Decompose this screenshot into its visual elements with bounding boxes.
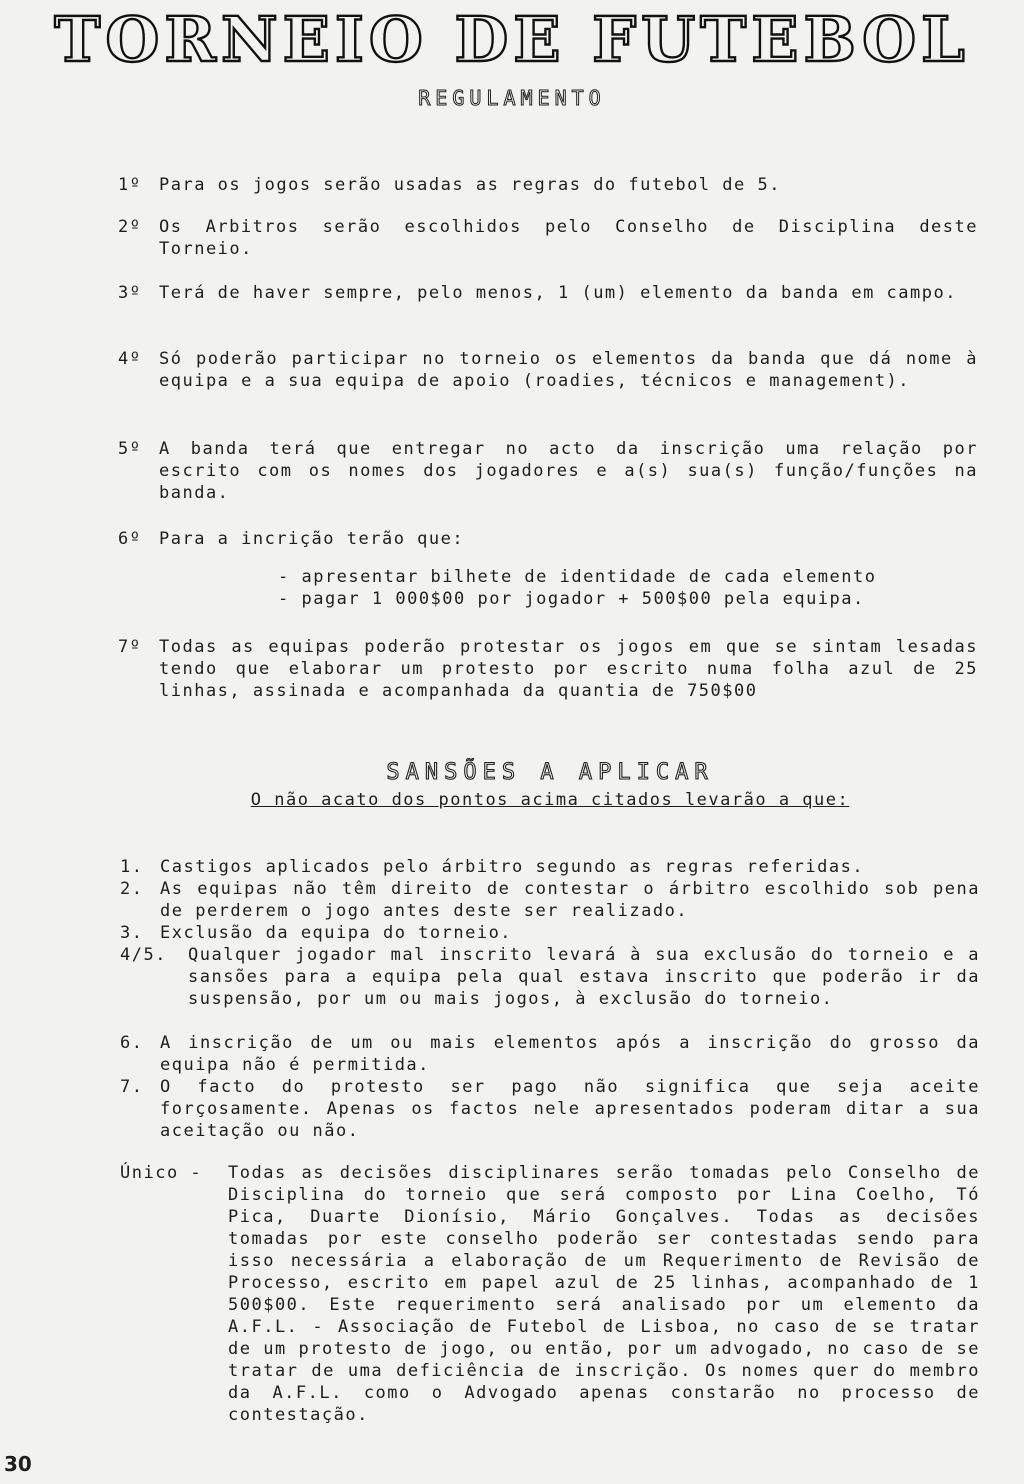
requirement-item: - pagar 1 000$00 por jogador + 500$00 pela equipa. — [278, 589, 865, 609]
sanction-text: As equipas não têm direito de contestar o árbitro escolhido sob pena de perderem o jogo antes deste ser realizado. — [160, 879, 980, 921]
sanction-6 — [120, 1032, 980, 1076]
sanction-text: Qualquer jogador mal inscrito levará à sua exclusão do torneio e a sansões para a equipa pela qual estava inscrito que poderão ir da suspensão, por um ou mais jogos, à exclusão do torneio. — [188, 945, 980, 1009]
rule-2 — [118, 216, 978, 260]
rule-text: A banda terá que entregar no acto da inscrição uma relação por escrito com os nomes dos jogadores e a(s) sua(s) função/funções na banda. — [159, 439, 978, 503]
sanction-number: 1. — [120, 857, 144, 877]
sanction-text: O facto do protesto ser pago não significa que seja aceite forçosamente. Apenas os factos nele apresentados poderam ditar a sua aceitação ou não. — [160, 1077, 980, 1141]
sanction-number: 2. — [120, 879, 144, 899]
page-title-text: TORNEIO DE FUTEBOL — [54, 3, 970, 76]
page-subtitle: REGULAMENTO — [418, 86, 606, 110]
rule-text: Todas as equipas poderão protestar os jogos em que se sintam lesadas tendo que elaborar um protesto por escrito numa folha azul de 25 linhas, assinada e acompanhada da quantia de 750$00 — [159, 637, 978, 701]
rule-number: 5º — [118, 439, 142, 459]
sanction-number: 6. — [120, 1033, 144, 1053]
sanction-2 — [120, 878, 980, 922]
sanctions-title: SANSÕES A APLICAR — [386, 760, 714, 785]
rule-number: 1º — [118, 175, 142, 195]
requirement-item: - apresentar bilhete de identidade de cada elemento — [278, 567, 877, 587]
page-number: 30 — [4, 1452, 32, 1476]
rule-text: Só poderão participar no torneio os elementos da banda que dá nome à equipa e a sua equipa de apoio (roadies, técnicos e management). — [159, 349, 978, 391]
rule-3 — [118, 282, 978, 304]
sanction-text: A inscrição de um ou mais elementos após a inscrição do grosso da equipa não é permitida. — [160, 1033, 980, 1075]
rule-number: 6º — [118, 529, 142, 549]
unico-clause — [120, 1162, 980, 1426]
rule-number: 3º — [118, 283, 142, 303]
sanction-text: Exclusão da equipa do torneio. — [160, 923, 513, 943]
rule-text: Os Arbitros serão escolhidos pelo Conselho de Disciplina deste Torneio. — [159, 217, 978, 259]
rule-6 — [118, 528, 978, 550]
sanction-1 — [120, 856, 980, 878]
sanction-number: 3. — [120, 923, 144, 943]
sanction-7 — [120, 1076, 980, 1142]
rule-7 — [118, 636, 978, 702]
unico-text: Todas as decisões disciplinares serão tomadas pelo Conselho de Disciplina do torneio que será composto por Lina Coelho, Tó Pica, Duarte Dionísio, Mário Gonçalves. Todas as decisões tomadas por este conselho poderão ser contestadas sendo para isso necessária a elaboração de um Requerimento de Revisão de Processo, escrito em papel azul de 25 linhas, acompanhado de 1 500$00. Este requerimento será analisado por um elemento da A.F.L. - Associação de Futebol de Lisboa, no caso de se tratar de um protesto de jogo, ou então, por um advogado, no caso de se tratar de uma deficiência de inscrição. Os nomes quer do membro da A.F.L. como o Advogado apenas constarão no processo de contestação. — [228, 1163, 980, 1425]
sanction-3 — [120, 922, 980, 944]
sanction-4-5 — [120, 944, 980, 1010]
rule-5 — [118, 438, 978, 504]
rule-number: 4º — [118, 349, 142, 369]
unico-label: Único - — [120, 1163, 203, 1183]
rule-1 — [118, 174, 978, 196]
registration-requirements — [278, 566, 978, 610]
sanction-number: 4/5. — [120, 945, 167, 965]
rule-text: Terá de haver sempre, pelo menos, 1 (um) elemento da banda em campo. — [159, 283, 957, 303]
sanction-text: Castigos aplicados pelo árbitro segundo as regras referidas. — [160, 857, 865, 877]
rule-text: Para a incrição terão que: — [159, 529, 465, 549]
page-title — [0, 2, 1024, 78]
rule-number: 7º — [118, 637, 142, 657]
rule-4 — [118, 348, 978, 392]
rule-text: Para os jogos serão usadas as regras do futebol de 5. — [159, 175, 781, 195]
sanction-number: 7. — [120, 1077, 144, 1097]
sanctions-subtitle: O não acato dos pontos acima citados levarão a que: — [250, 790, 850, 810]
rule-number: 2º — [118, 217, 142, 237]
